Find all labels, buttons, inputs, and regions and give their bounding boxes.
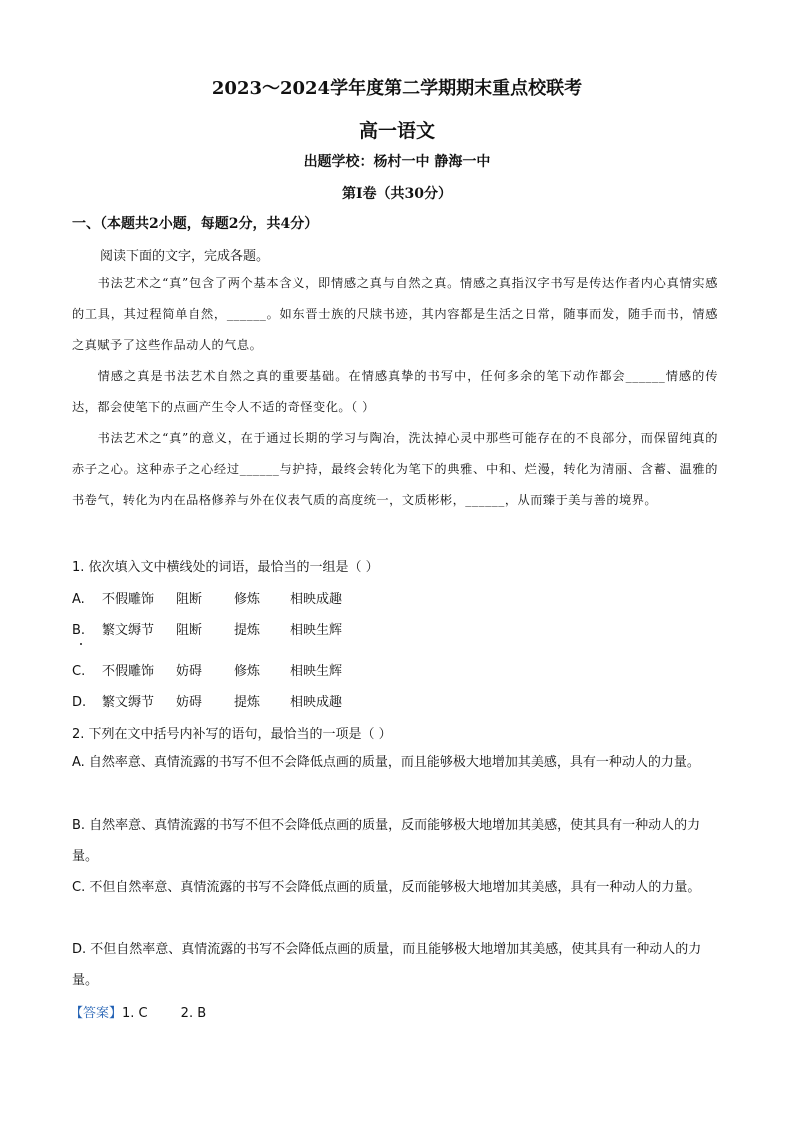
passage-paragraph-1: 书法艺术之“真”包含了两个基本含义，即情感之真与自然之真。情感之真指汉字书写是传达作者内心真情实感的工具，其过程简单自然，______。如东晋士族的尺牍书迹，其内容都是生活之日常，随事而发，随手而书，情感之真赋予了这些作品动人的气息。 bbox=[72, 276, 718, 352]
answer-line bbox=[70, 1002, 206, 1021]
question-1-option-b bbox=[72, 619, 342, 638]
option-word-4: 相映成趣 bbox=[290, 592, 343, 607]
option-word-4: 相映生辉 bbox=[290, 664, 343, 679]
option-letter: D. bbox=[72, 695, 87, 710]
option-word-1: 繁文缛节 bbox=[102, 623, 155, 638]
setter-schools: 出题学校：杨村一中 静海一中 bbox=[303, 154, 491, 170]
option-word-1: 繁文缛节 bbox=[102, 695, 155, 710]
subject-title: 高一语文 bbox=[358, 120, 435, 142]
option-word-3: 修炼 bbox=[234, 592, 261, 607]
option-word-3: 修炼 bbox=[234, 664, 261, 679]
section-heading: 一、（本题共2小题，每题2分，共4分） bbox=[72, 216, 319, 232]
reading-passage bbox=[72, 268, 718, 516]
option-word-2: 妨碍 bbox=[176, 664, 203, 679]
option-letter: A. bbox=[72, 592, 85, 607]
option-word-1: 不假雕饰 bbox=[102, 664, 155, 679]
question-1-option-c bbox=[72, 660, 342, 679]
reading-instruction: 阅读下面的文字，完成各题。 bbox=[100, 249, 270, 264]
question-2-stem: 2. 下列在文中括号内补写的语句，最恰当的一项是（ ） bbox=[72, 727, 392, 742]
option-letter: C. bbox=[72, 664, 86, 679]
question-2-option-c: C. 不但自然率意、真情流露的书写不会降低点画的质量，反而能够极大地增加其美感，具有一种动人的力量。 bbox=[72, 880, 701, 895]
question-1-stem: 1. 依次填入文中横线处的词语，最恰当的一组是（ ） bbox=[72, 560, 379, 575]
volume-title: 第Ⅰ卷（共30分） bbox=[341, 186, 453, 202]
question-2-option-d: D. 不但自然率意、真情流露的书写不会降低点画的质量，而且能够极大地增加其美感，使其具有一种动人的力量。 bbox=[72, 942, 702, 988]
passage-paragraph-2: 情感之真是书法艺术自然之真的重要基础。在情感真挚的书写中，任何多余的笔下动作都会______情感的传达，都会使笔下的点画产生令人不适的奇怪变化。（ ） bbox=[72, 369, 718, 414]
option-word-2: 妨碍 bbox=[176, 695, 203, 710]
question-2-option-a: A. 自然率意、真情流露的书写不但不会降低点画的质量，而且能够极大地增加其美感，具有一种动人的力量。 bbox=[72, 755, 700, 770]
option-letter: B. bbox=[72, 623, 86, 638]
answer-text: 1. C 2. B bbox=[122, 1006, 207, 1021]
option-word-1: 不假雕饰 bbox=[102, 592, 155, 607]
question-1-option-d bbox=[72, 691, 342, 710]
option-word-4: 相映成趣 bbox=[290, 695, 343, 710]
stray-dot bbox=[80, 643, 82, 645]
exam-title: 2023～2024学年度第二学期期末重点校联考 bbox=[211, 78, 583, 99]
option-word-2: 阻断 bbox=[176, 592, 203, 607]
option-word-2: 阻断 bbox=[176, 623, 203, 638]
option-word-3: 提炼 bbox=[234, 695, 261, 710]
option-word-4: 相映生辉 bbox=[290, 623, 343, 638]
question-2-option-b: B. 自然率意、真情流露的书写不但不会降低点画的质量，反而能够极大地增加其美感，使其具有一种动人的力量。 bbox=[72, 818, 701, 864]
passage-paragraph-3: 书法艺术之“真”的意义，在于通过长期的学习与陶冶，洗汰掉心灵中那些可能存在的不良部分，而保留纯真的赤子之心。这种赤子之心经过______与护持，最终会转化为笔下的典雅、中和、烂漫，转化为清丽、含蓄、温雅的书卷气，转化为内在品格修养与外在仪表气质的高度统一，文质彬彬，______，从而臻于美与善的境界。 bbox=[72, 431, 718, 507]
answer-tag: 【答案】 bbox=[70, 1006, 123, 1021]
question-1-option-a bbox=[72, 588, 342, 607]
option-word-3: 提炼 bbox=[234, 623, 261, 638]
